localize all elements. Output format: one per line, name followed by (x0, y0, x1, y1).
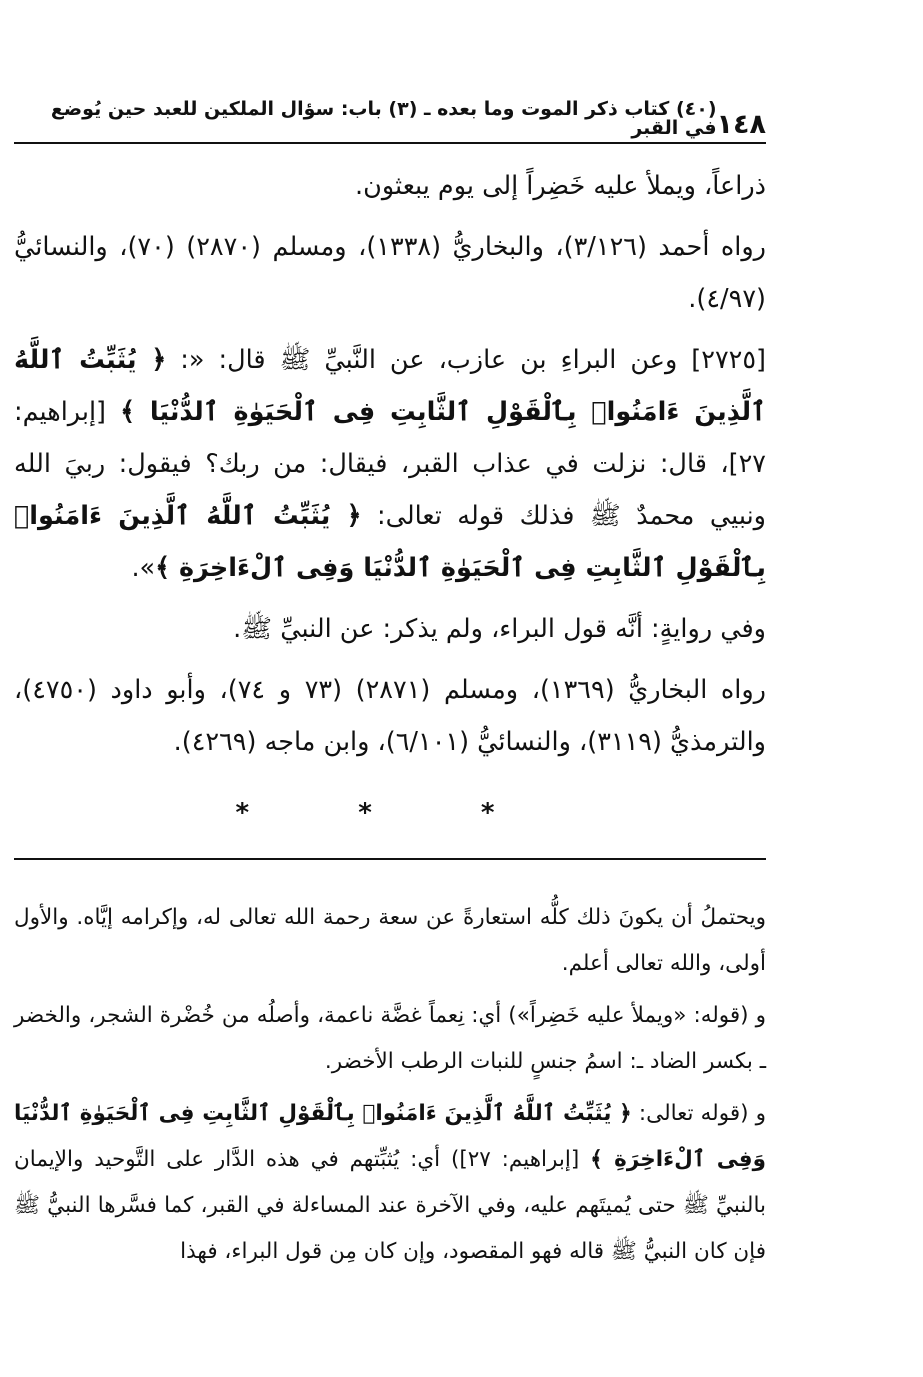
hadith-paragraph (14, 334, 766, 594)
main-paragraph: ذراعاً، ويملأ عليه خَضِراً إلى يوم يبعثون. (355, 171, 766, 201)
running-title: (٤٠) كتاب ذكر الموت وما بعده ـ (٣) باب: سؤال الملكين للعبد حين يُوضع في القبر (50, 98, 717, 139)
main-paragraph: رواه أحمد (٣/١٢٦)، والبخاريُّ (١٣٣٨)، ومسلم (٢٨٧٠) (٧٠)، والنسائيُّ (٤/٩٧). (14, 232, 766, 314)
main-paragraph: رواه البخاريُّ (١٣٦٩)، ومسلم (٢٨٧١) (٧٣ و ٧٤)، وأبو داود (٤٧٥٠)، والترمذيُّ (٣١١٩)، والنسائيُّ (٦/١٠١)، وابن ماجه (٤٢٦٩). (14, 675, 766, 757)
footnote-divider (14, 858, 766, 860)
quran-verse: ﴿ يُثَبِّتُ ٱللَّهُ ٱلَّذِينَ ءَامَنُوا۟ بِٱلْقَوْلِ ٱلثَّابِتِ فِى ٱلْحَيَوٰةِ ٱلدُّنْيَا وَفِى ٱلْءَاخِرَةِ ﴾ (14, 501, 766, 583)
note-intro: و (قوله تعالى: (631, 1101, 766, 1126)
section-separator: * * * (235, 798, 545, 828)
quran-verse: ﴿ يُثَبِّتُ ٱللَّهُ ٱلَّذِينَ ءَامَنُوا۟ بِٱلْقَوْلِ ٱلثَّابِتِ فِى ٱلْحَيَوٰةِ ٱلدُّنْيَا ﴾ (14, 345, 766, 427)
main-text (14, 160, 766, 768)
note-paragraph (14, 1091, 766, 1275)
commentary-notes (14, 895, 766, 1275)
note-paragraph: و (قوله: «ويملأ عليه خَضِراً») أي: نِعماً غضَّة ناعمة، وأصلُه من خُضْرة الشجر، والخضر ـ بكسر الضاد ـ: اسمُ جنسٍ للنبات الرطب الأخضر. (14, 1003, 766, 1074)
page-number: ١٤٨ (716, 109, 766, 140)
quran-verse: ﴿ يُثَبِّتُ ٱللَّهُ ٱلَّذِينَ ءَامَنُوا۟ بِٱلْقَوْلِ ٱلثَّابِتِ فِى ٱلْحَيَوٰةِ ٱلدُّنْيَا وَفِى ٱلْءَاخِرَةِ ﴾ (14, 1101, 766, 1172)
hadith-text: [إبراهيم: ٢٧]، قال: نزلت في عذاب القبر، فيقال: من ربك؟ فيقول: ربيَ الله ونبيي محمدٌ ﷺ فذلك قوله تعالى: (14, 397, 766, 531)
hadith-intro: [٢٧٢٥] وعن البراءِ بن عازب، عن النَّبيِّ ﷺ قال: «: (166, 345, 766, 375)
main-paragraph: وفي روايةٍ: أنَّه قول البراء، ولم يذكر: عن النبيِّ ﷺ. (233, 614, 766, 644)
page-header (14, 96, 766, 144)
hadith-end: ». (131, 553, 156, 583)
note-paragraph: ويحتملُ أن يكونَ ذلك كلُّه استعارةً عن سعة رحمة الله تعالى له، وإكرامه إيَّاه. والأول أولى، والله تعالى أعلم. (14, 905, 766, 976)
note-text: [إبراهيم: ٢٧]) أي: يُثبِّتهم في هذه الدَّار على التَّوحيد والإيمان بالنبيِّ ﷺ حتى يُميتَهم عليه، وفي الآخرة عند المساءلة في القبر، كما فسَّرها النبيُّ ﷺ فإن كان النبيُّ ﷺ قاله فهو المقصود، وإن كان مِن قول البراء، فهذا (14, 1147, 766, 1264)
